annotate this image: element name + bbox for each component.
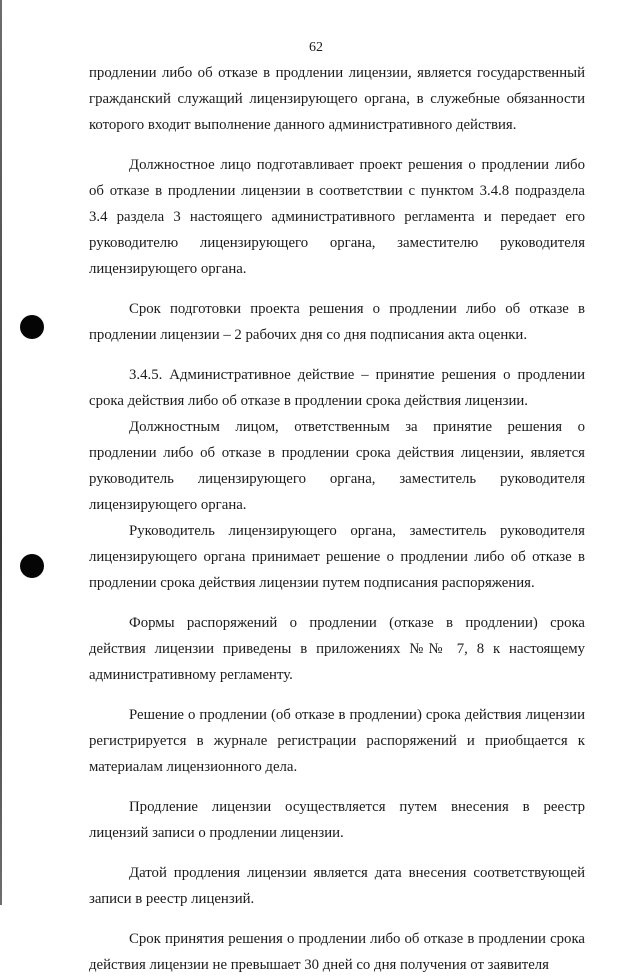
binder-hole — [20, 554, 44, 578]
paragraph: Руководитель лицензирующего органа, заместитель руководителя лицензирующего органа принимает решение о продлении либо об отказе в продлении срока действия лицензии путем подписания распоряжения. — [89, 523, 585, 591]
paragraph: Должностным лицом, ответственным за принятие решения о продлении либо об отказе в продлении срока действия лицензии, является руководитель лицензирующего органа, заместитель руководителя лицензирующего органа. — [89, 419, 585, 513]
paragraph: Решение о продлении (об отказе в продлении) срока действия лицензии регистрируется в журнале регистрации распоряжений и приобщается к материалам лицензионного дела. — [89, 707, 585, 775]
binder-hole — [20, 315, 44, 339]
paragraph: Должностное лицо подготавливает проект решения о продлении либо об отказе в продлении лицензии в соответствии с пунктом 3.4.8 подраздела 3.4 раздела 3 настоящего административного регламента и передает его руководителю лицензирующего органа, заместителю руководителя лицензирующего органа. — [89, 157, 585, 277]
paragraph: 3.4.5. Административное действие – принятие решения о продлении срока действия либо об отказе в продлении срока действия лицензии. — [89, 367, 585, 409]
paragraph: продлении либо об отказе в продлении лицензии, является государственный гражданский служащий лицензирующего органа, в служебные обязанности которого входит выполнение данного административного действия. — [89, 65, 585, 133]
paragraph: Срок подготовки проекта решения о продлении либо об отказе в продлении лицензии – 2 рабочих дня со дня подписания акта оценки. — [89, 301, 585, 343]
page-number: 62 — [309, 40, 323, 55]
paragraph: Продление лицензии осуществляется путем внесения в реестр лицензий записи о продлении лицензии. — [89, 799, 585, 841]
paragraph: Срок принятия решения о продлении либо об отказе в продлении срока действия лицензии не превышает 30 дней со дня получения от заявителя — [89, 931, 585, 973]
scan-edge — [0, 0, 2, 905]
paragraph: Формы распоряжений о продлении (отказе в продлении) срока действия лицензии приведены в приложениях №№ 7, 8 к настоящему административному регламенту. — [89, 615, 585, 683]
paragraph: Датой продления лицензии является дата внесения соответствующей записи в реестр лицензий. — [89, 865, 585, 907]
body-text — [89, 60, 585, 978]
